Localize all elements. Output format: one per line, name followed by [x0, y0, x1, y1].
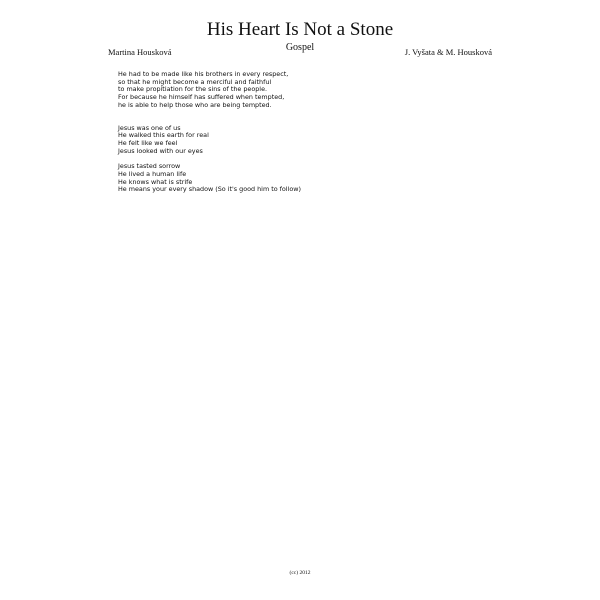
stanza-2	[118, 125, 498, 156]
lyric-line: He knows what is strife	[118, 177, 193, 186]
lyric-line: Jesus was one of us	[118, 123, 181, 132]
lyric-line: He had to be made like his brothers in every respect,	[118, 70, 289, 78]
stanza-1	[118, 71, 498, 110]
genre-label: Gospel	[285, 42, 315, 53]
lyric-line: He means your every shadow (So it's good him to follow)	[118, 185, 301, 194]
lyrics-body	[118, 71, 498, 194]
lyric-line: For because he himself has suffered when tempted,	[118, 93, 285, 102]
lyric-line: to make propitiation for the sins of the people.	[118, 85, 268, 94]
lyric-line: He lived a human life	[118, 170, 187, 179]
lyric-line: he is able to help those who are being tempted.	[118, 100, 272, 109]
stanza-3	[118, 163, 498, 194]
song-title: His Heart Is Not a Stone	[206, 19, 394, 40]
lyricist-name: Martina Housková	[108, 47, 172, 57]
lyric-line: so that he might become a merciful and faithful	[118, 77, 272, 86]
copyright-notice: (cc) 2012	[289, 570, 311, 576]
stanza-spacer	[118, 110, 498, 125]
lyric-line: He felt like we feel	[118, 138, 178, 147]
lyric-line: Jesus tasted sorrow	[118, 162, 181, 171]
composer-names: J. Vyšata & M. Housková	[404, 47, 492, 57]
lyric-line: He walked this earth for real	[118, 131, 209, 140]
lyric-line: Jesus looked with our eyes	[118, 146, 203, 155]
